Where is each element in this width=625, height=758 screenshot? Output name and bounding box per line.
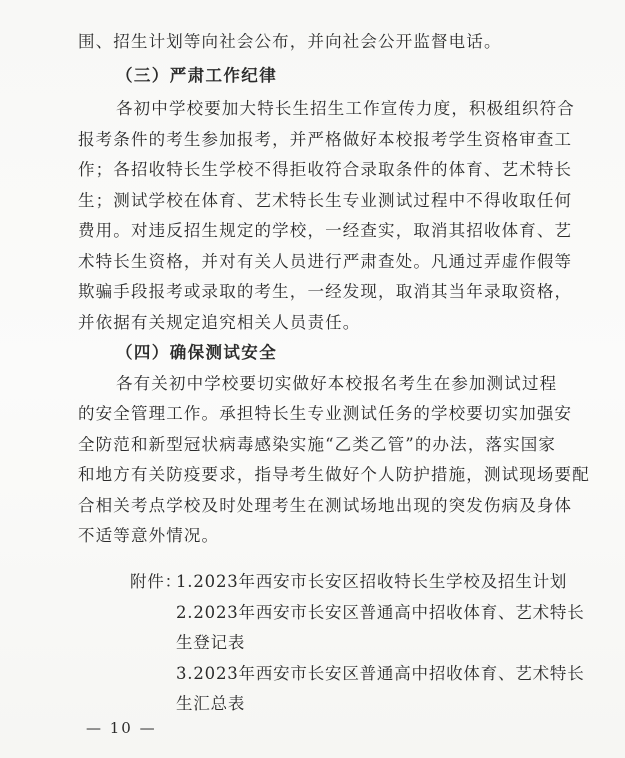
- section-heading-discipline: （三）严肃工作纪律: [116, 66, 278, 85]
- body-text-line: 不适等意外情况。: [78, 526, 220, 545]
- body-text-line: 各有关初中学校要切实做好本校报名考生在参加测试过程: [116, 374, 558, 393]
- section-heading-safety: （四）确保测试安全: [116, 343, 278, 362]
- attachment-item: 3.2023年西安市长安区普通高中招收体育、艺术特长: [176, 664, 585, 683]
- attachment-item: 生登记表: [176, 633, 246, 652]
- body-text-line: 和地方有关防疫要求，指导考生做好个人防护措施，测试现场要配: [78, 465, 590, 484]
- body-text-line: 合相关考点学校及时处理考生在测试场地出现的突发伤病及身体: [78, 496, 573, 515]
- body-text-line: 全防范和新型冠状病毒感染实施“乙类乙管”的办法，落实国家: [78, 435, 557, 454]
- body-text-line: 报考条件的考生参加报考，并严格做好本校报考学生资格审查工: [78, 130, 573, 149]
- body-text-line: 作；各招收特长生学校不得拒收符合录取条件的体育、艺术特长: [78, 160, 573, 179]
- body-text-line: 生；测试学校在体育、艺术特长生专业测试过程中不得收取任何: [78, 191, 573, 210]
- body-text-line: 欺骗手段报考或录取的考生，一经发现，取消其当年录取资格，: [78, 282, 573, 301]
- page-number: — 10 —: [86, 719, 157, 737]
- body-text-line: 术特长生资格，并对有关人员进行严肃查处。凡通过弄虚作假等: [78, 252, 573, 271]
- body-text-line: 并依据有关规定追究相关人员责任。: [78, 313, 361, 332]
- attachment-item: 生汇总表: [176, 694, 246, 713]
- attachment-item: 1.2023年西安市长安区招收特长生学校及招生计划: [176, 572, 568, 591]
- attachment-item: 2.2023年西安市长安区普通高中招收体育、艺术特长: [176, 603, 585, 622]
- body-text-line: 费用。对违反招生规定的学校，一经查实，取消其招收体育、艺: [78, 221, 573, 240]
- body-text-line: 围、招生计划等向社会公布，并向社会公开监督电话。: [78, 32, 502, 51]
- body-text-line: 各初中学校要加大特长生招生工作宣传力度，积极组织符合: [116, 99, 575, 118]
- body-text-line: 的安全管理工作。承担特长生专业测试任务的学校要切实加强安: [78, 404, 573, 423]
- attachments-label: 附件：: [130, 572, 182, 591]
